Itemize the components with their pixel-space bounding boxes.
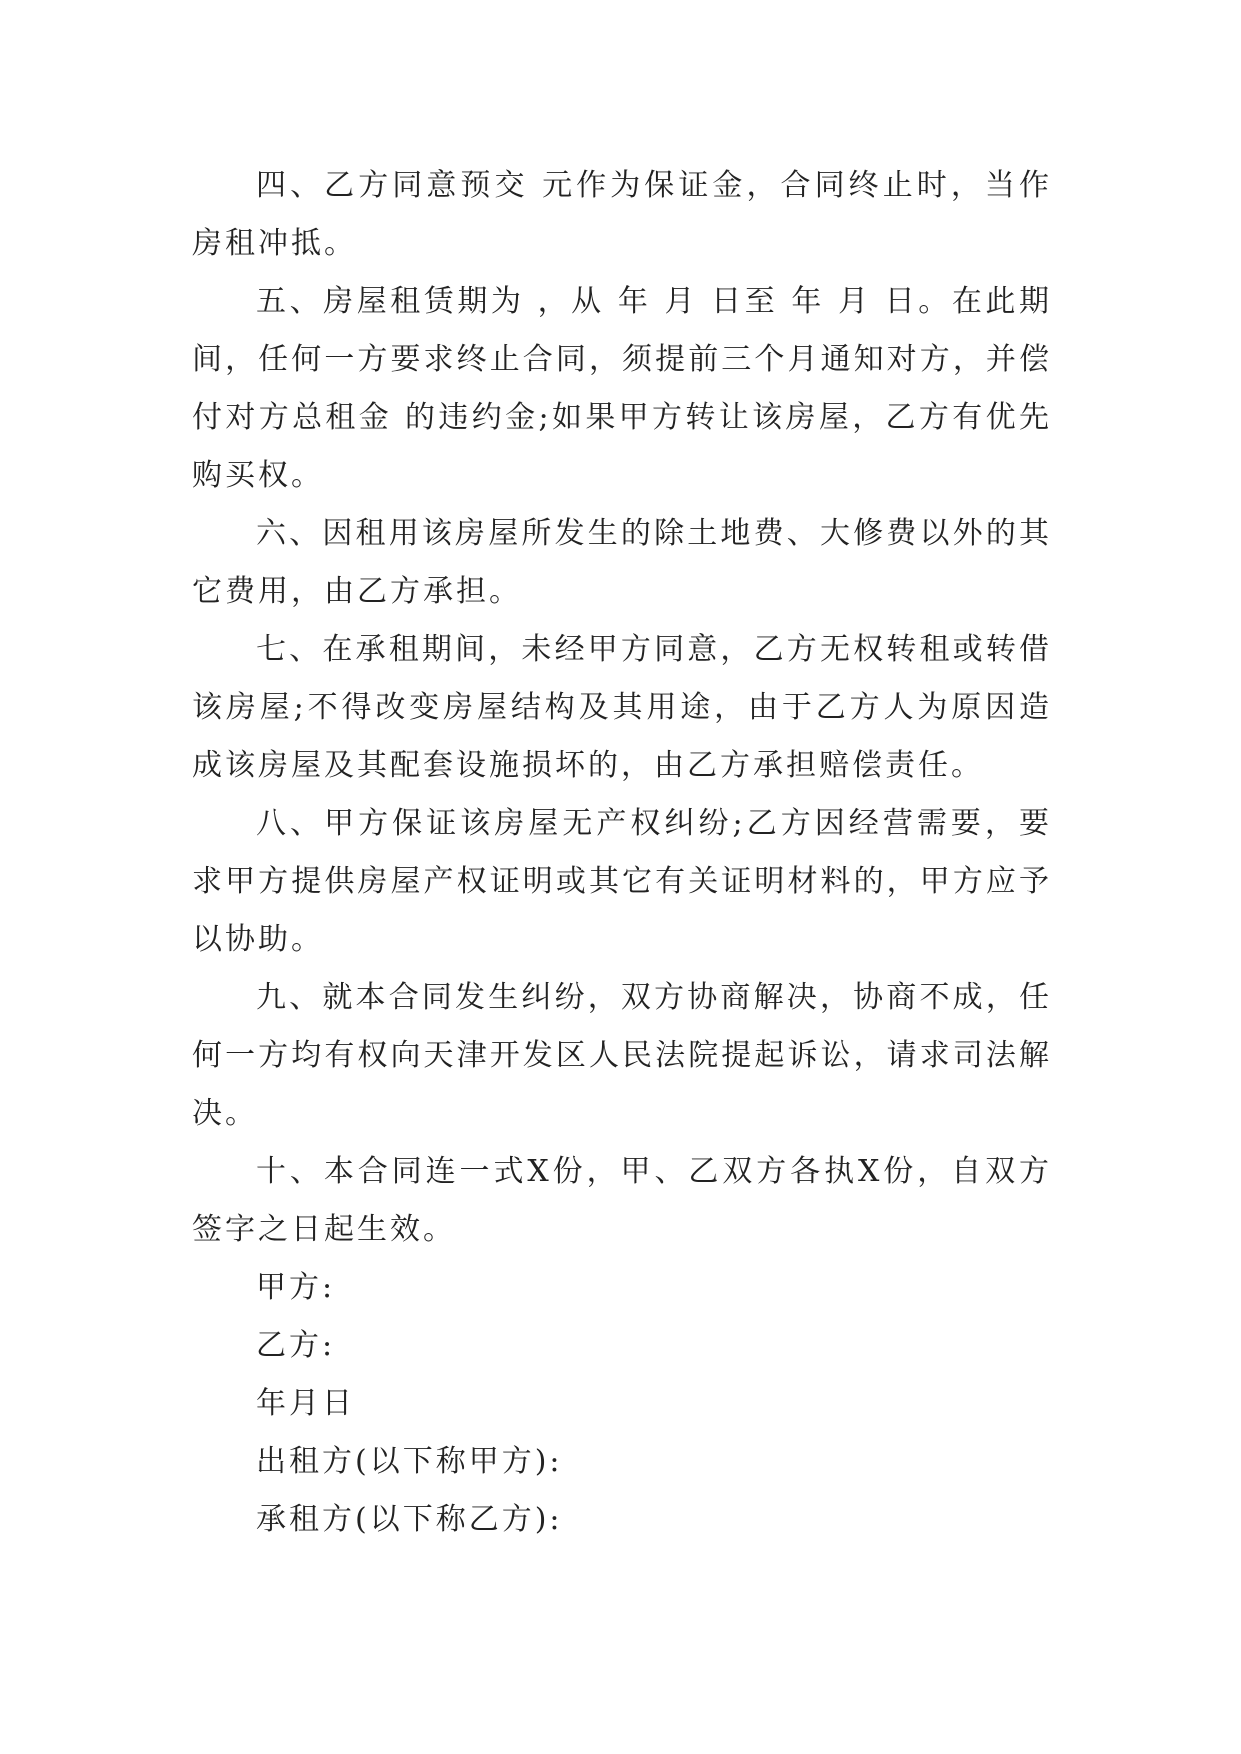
lessee-line: 承租方(以下称乙方): — [256, 1502, 563, 1537]
clause-ten: 十、本合同连一式X份，甲、乙双方各执X份，自双方签字之日起生效。 — [192, 1154, 1052, 1247]
clause-four: 四、乙方同意预交 元作为保证金，合同终止时，当作房租冲抵。 — [192, 168, 1052, 261]
party-b-signature-line: 乙方: — [256, 1328, 336, 1363]
document-body — [192, 157, 1052, 1549]
party-a-signature-line: 甲方: — [256, 1270, 336, 1305]
lessor-line: 出租方(以下称甲方): — [256, 1444, 563, 1479]
clause-five: 五、房屋租赁期为 ，从 年 月 日至 年 月 日。在此期间，任何一方要求终止合同，须提前三个月通知对方，并偿付对方总租金 的违约金;如果甲方转让该房屋，乙方有优先购买权。 — [192, 284, 1052, 493]
clause-nine: 九、就本合同发生纠纷，双方协商解决，协商不成，任何一方均有权向天津开发区人民法院提起诉讼，请求司法解决。 — [192, 980, 1052, 1131]
clause-six: 六、因租用该房屋所发生的除土地费、大修费以外的其它费用，由乙方承担。 — [192, 516, 1052, 609]
clause-eight: 八、甲方保证该房屋无产权纠纷;乙方因经营需要，要求甲方提供房屋产权证明或其它有关证明材料的，甲方应予以协助。 — [192, 806, 1052, 957]
signature-date-line: 年月日 — [256, 1386, 355, 1421]
clause-seven: 七、在承租期间，未经甲方同意，乙方无权转租或转借该房屋;不得改变房屋结构及其用途，由于乙方人为原因造成该房屋及其配套设施损坏的，由乙方承担赔偿责任。 — [192, 632, 1052, 783]
